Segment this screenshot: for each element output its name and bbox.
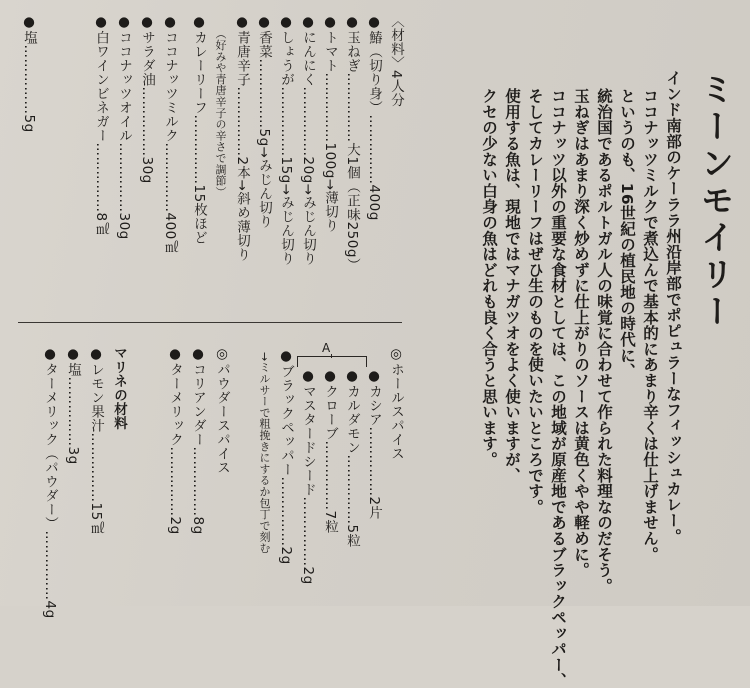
marinade-heading: マリネの材料 <box>111 346 127 430</box>
ingredient-item: ●ココナッツミルク……………400㎖ <box>162 14 178 254</box>
ingredient-item: ●にんにく……………20g→みじん切り <box>300 14 316 266</box>
intro-line: インド南部のケーララ州沿岸部でポピュラーなフィッシュカレー。 <box>664 70 682 544</box>
spice-heading: ◎ホールスパイス <box>388 346 404 461</box>
intro-line: クセの少ない白身の魚はどれも良く合うと思います。 <box>480 88 498 468</box>
bracket-stem <box>331 354 332 358</box>
spice-heading: ◎パウダースパイス <box>214 346 230 475</box>
ingredient-item: ●カレーリーフ……………15枚ほど <box>191 14 207 245</box>
spice-item: ●クローブ……………7粒 <box>322 368 338 534</box>
intro-line: というのも、16世紀の植民地の時代に、 <box>618 88 636 379</box>
intro-line: 玉ねぎはあまり深く炒めずに仕上がりのソースは黄色くやや軽めに。 <box>572 88 590 578</box>
spice-group-bracket <box>297 356 367 367</box>
marinade-item: ●ターメリック（パウダー）……………4g <box>42 346 58 619</box>
ingredient-note: （好みや青唐辛子の辛さで調節） <box>214 28 227 198</box>
ingredient-item: ●ココナッツオイル……………30g <box>116 14 132 240</box>
spice-group-label: A <box>322 341 331 355</box>
section-divider <box>18 322 402 323</box>
spice-item: ●カシア……………2片 <box>366 368 382 520</box>
intro-line: 使用する魚は、現地ではマナガツオをよく使いますが、 <box>503 88 521 483</box>
spice-item: ●コリアンダー……………8g <box>190 346 206 535</box>
ingredient-item: ●香菜……………5g→みじん切り <box>256 14 272 229</box>
intro-line: 統治国であるポルトガル人の味覚に合わせて作られた料理なのだそう。 <box>595 88 613 594</box>
ingredient-item: ●トマト……………100g→薄切り <box>322 14 338 233</box>
ingredient-item: ●しょうが……………15g→みじん切り <box>278 14 294 266</box>
marinade-item: ●レモン果汁……………15㎖ <box>88 346 104 535</box>
ingredient-item: ●鰆（切り身）……………400g <box>366 14 382 221</box>
ingredient-item: ●玉ねぎ……………大1個（正味250g） <box>344 14 360 272</box>
spice-item: ●ターメリック……………2g <box>167 346 183 535</box>
intro-line: ココナッツミルクで煮込んで基本的にあまり辛くは仕上げません。 <box>641 88 659 562</box>
spice-item: ●ブラックペッパー……………2g <box>278 348 294 565</box>
ingredient-item: ●青唐辛子……………2本→斜め薄切り <box>234 14 250 262</box>
ingredient-item: ●塩……………5g <box>21 14 37 133</box>
ingredient-item: ●サラダ油……………30g <box>139 14 155 184</box>
spice-item: ●カルダモン……………5粒 <box>344 368 360 548</box>
ingredients-heading: 〈材料〉4人分 <box>388 14 404 108</box>
marinade-item: ●塩……………3g <box>65 346 81 465</box>
spice-item: ●マスタードシード……………2g <box>300 368 316 585</box>
recipe-title: ミーンモイリー <box>696 72 735 331</box>
ingredient-item: ●白ワインビネガー……………8㎖ <box>93 14 109 236</box>
intro-line: ココナッツ以外の重要な食材としては、この地域が原産地であるブラックペッパー、 <box>549 88 567 688</box>
spice-note: →ミルサーで粗挽きにするか包丁で刻む <box>258 352 271 554</box>
intro-line: そしてカレーリーフはぜひ生のものを使いたいところです。 <box>526 88 544 515</box>
